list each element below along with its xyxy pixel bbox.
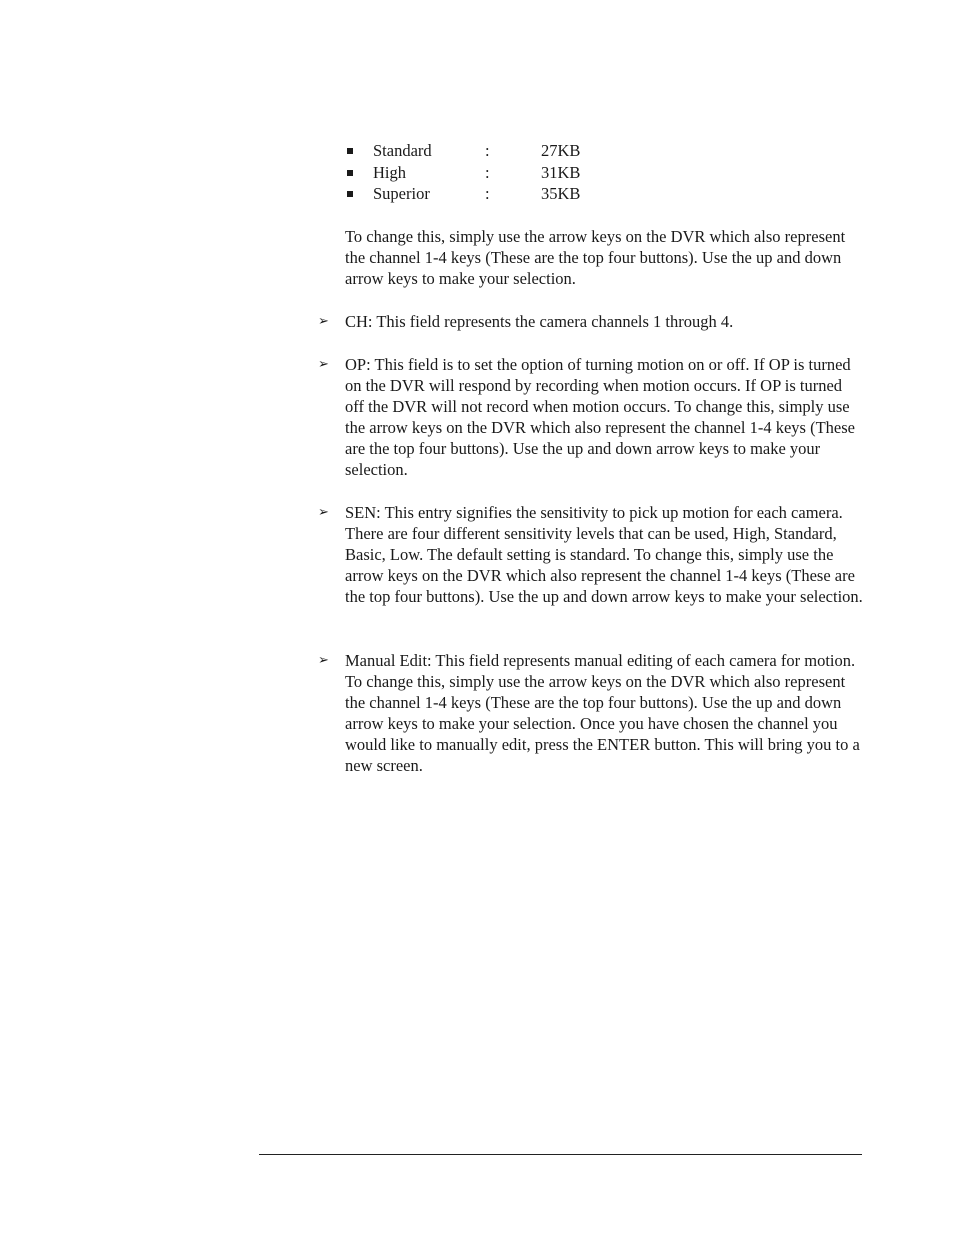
square-bullet-icon [347,191,353,197]
size-value: 27KB [541,141,581,160]
op-description: OP: This field is to set the option of turning motion on or off. If OP is turned on the DVR will respond by recording when motion occurs. If OP is turned off the DVR will not record when motion occurs. To change this, simply use the arrow keys on the DVR which also represent the channel 1-4 keys (These are the top four buttons). Use the up and down arrow keys to make your selection. [345,355,855,479]
arrow-bullet-icon: ➢ [318,653,329,668]
footer-divider [259,1154,862,1155]
size-separator: : [485,162,490,182]
size-separator: : [485,184,490,203]
size-value: 31KB [541,162,581,182]
ch-description: CH: This field represents the camera channels 1 through 4. [345,312,734,331]
size-separator: : [485,141,490,160]
arrow-bullet-icon: ➢ [318,314,329,329]
size-label: High [373,162,406,182]
arrow-bullet-icon: ➢ [318,505,329,520]
arrow-bullet-icon: ➢ [318,357,329,372]
square-bullet-icon [347,170,353,176]
intro-paragraph: To change this, simply use the arrow keys on the DVR which also represent the channel 1-4 keys (These are the top four buttons). Use the up and down arrow keys to make your selection. [345,227,846,288]
size-value: 35KB [541,184,581,203]
sen-description: SEN: This entry signifies the sensitivity to pick up motion for each camera. There are four different sensitivity levels that can be used, High, Standard, Basic, Low. The default setting is standard. To change this, simply use the arrow keys on the DVR which also represent the channel 1-4 keys (These are the top four buttons). Use the up and down arrow keys to make your selection. [345,503,863,606]
square-bullet-icon [347,148,353,154]
manual-edit-description: Manual Edit: This field represents manual editing of each camera for motion. To change this, simply use the arrow keys on the DVR which also represent the channel 1-4 keys (These are the top four buttons). Use the up and down arrow keys to make your selection. Once you have chosen the channel you would like to manually edit, press the ENTER button. This will bring you to a new screen. [345,651,860,775]
size-label: Standard [373,141,432,160]
size-label: Superior [373,184,430,203]
